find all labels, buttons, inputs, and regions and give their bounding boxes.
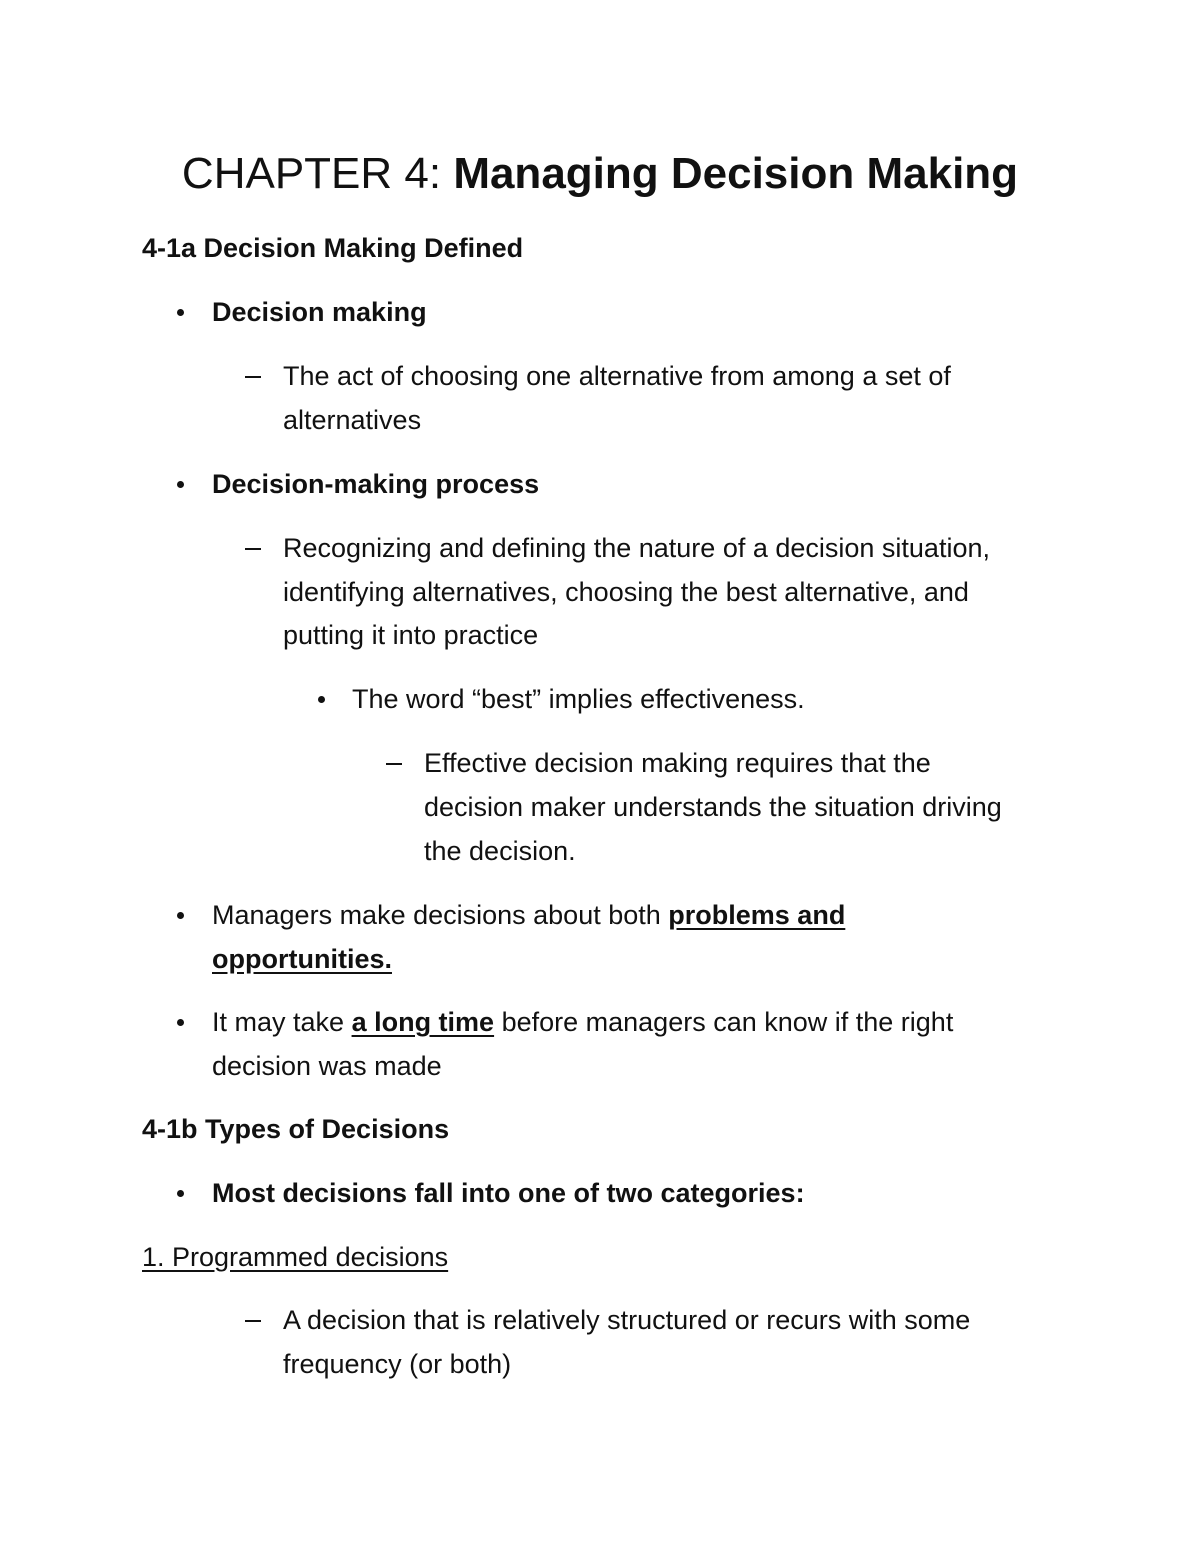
definition-line: decision maker understands the situation driving (424, 792, 1002, 822)
text-run: It may take (212, 1007, 352, 1037)
definition-line: the decision. (424, 836, 576, 866)
section-heading-4-1b: 4-1b Types of Decisions (142, 1114, 450, 1144)
emphasis-text: problems and (668, 900, 846, 930)
bullet-icon (177, 1019, 184, 1026)
bullet-text-problems (212, 897, 845, 933)
bullet-text-long-time (212, 1004, 953, 1040)
bullet-icon (177, 1190, 184, 1197)
section-heading-4-1a: 4-1a Decision Making Defined (142, 233, 524, 263)
page-title (0, 148, 1200, 200)
bullet-icon (177, 481, 184, 488)
definition-line: alternatives (283, 405, 422, 435)
term-decision-making: Decision making (212, 297, 427, 327)
definition-line: A decision that is relatively structured or recurs with some (283, 1305, 971, 1335)
dash-icon (245, 376, 261, 378)
definition-line: identifying alternatives, choosing the best alternative, and (283, 577, 969, 607)
text-run: before managers can know if the right (494, 1007, 954, 1037)
definition-line: The act of choosing one alternative from among a set of (283, 361, 951, 391)
title-main: Managing Decision Making (453, 149, 1019, 198)
term-decision-making-process: Decision-making process (212, 469, 540, 499)
subheading-programmed-decisions: 1. Programmed decisions (142, 1242, 449, 1272)
emphasis-text: opportunities. (212, 944, 392, 974)
dash-icon (386, 763, 402, 765)
bullet-text-categories: Most decisions fall into one of two categories: (212, 1178, 805, 1208)
definition-line: putting it into practice (283, 620, 539, 650)
dash-icon (245, 1320, 261, 1322)
bullet-text-line: decision was made (212, 1051, 442, 1081)
definition-line: Recognizing and defining the nature of a decision situation, (283, 533, 990, 563)
emphasis-text: a long time (351, 1007, 495, 1037)
dash-icon (245, 548, 261, 550)
bullet-icon (177, 309, 184, 316)
title-prefix: CHAPTER 4: (181, 149, 454, 198)
bullet-icon (177, 912, 184, 919)
sub-bullet-text: The word “best” implies effectiveness. (352, 684, 805, 714)
bullet-icon (318, 696, 325, 703)
definition-line: frequency (or both) (283, 1349, 512, 1379)
definition-line: Effective decision making requires that the (424, 748, 931, 778)
text-run: Managers make decisions about both (212, 900, 669, 930)
